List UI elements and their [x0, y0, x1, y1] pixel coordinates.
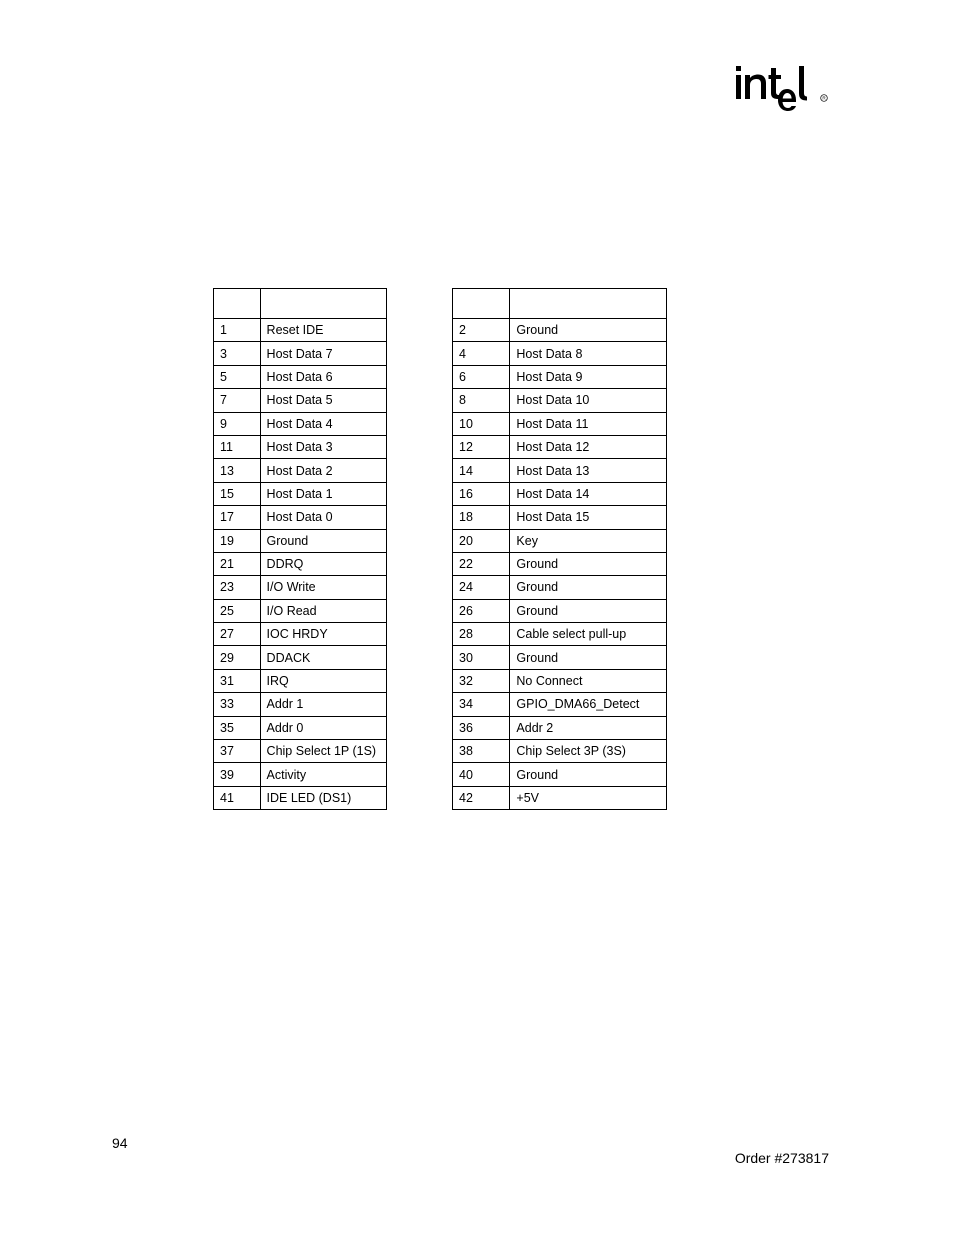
signal-name-cell: Host Data 9 — [510, 365, 667, 388]
table-row — [214, 412, 387, 435]
pin-number-cell: 34 — [453, 693, 510, 716]
table-row — [453, 506, 667, 529]
pin-number-cell: 37 — [214, 740, 261, 763]
table-row — [453, 365, 667, 388]
table-row — [214, 740, 387, 763]
table-row — [214, 389, 387, 412]
signal-name-cell: Host Data 3 — [260, 435, 386, 458]
pin-column-header — [214, 289, 261, 319]
pin-number-cell: 39 — [214, 763, 261, 786]
order-number: Order #273817 — [734, 1150, 829, 1166]
table-row — [214, 459, 387, 482]
table-row — [453, 412, 667, 435]
table-row — [214, 623, 387, 646]
table-row — [453, 669, 667, 692]
pin-number-cell: 19 — [214, 529, 261, 552]
table-row — [214, 599, 387, 622]
signal-name-cell: Host Data 2 — [260, 459, 386, 482]
pin-number-cell: 13 — [214, 459, 261, 482]
pin-number-cell: 25 — [214, 599, 261, 622]
signal-name-cell: GPIO_DMA66_Detect — [510, 693, 667, 716]
signal-column-header — [260, 289, 386, 319]
pin-number-cell: 27 — [214, 623, 261, 646]
signal-name-cell: Addr 2 — [510, 716, 667, 739]
pin-number-cell: 29 — [214, 646, 261, 669]
pin-number-cell: 35 — [214, 716, 261, 739]
signal-name-cell: Host Data 12 — [510, 435, 667, 458]
table-row — [214, 506, 387, 529]
signal-name-cell: Host Data 7 — [260, 342, 386, 365]
table-row — [453, 576, 667, 599]
page-number: 94 — [112, 1135, 128, 1151]
pin-number-cell: 12 — [453, 435, 510, 458]
pin-number-cell: 11 — [214, 435, 261, 458]
signal-column-header — [510, 289, 667, 319]
table-row — [453, 389, 667, 412]
signal-name-cell: Host Data 13 — [510, 459, 667, 482]
pin-number-cell: 40 — [453, 763, 510, 786]
left-table-body — [214, 319, 387, 810]
signal-name-cell: Key — [510, 529, 667, 552]
pin-number-cell: 42 — [453, 786, 510, 809]
table-header-row — [214, 289, 387, 319]
table-row — [214, 319, 387, 342]
table-row — [453, 786, 667, 809]
svg-text:R: R — [822, 95, 826, 101]
signal-name-cell: Ground — [510, 763, 667, 786]
pin-number-cell: 3 — [214, 342, 261, 365]
signal-name-cell: I/O Write — [260, 576, 386, 599]
signal-name-cell: Ground — [510, 552, 667, 575]
pin-number-cell: 15 — [214, 482, 261, 505]
table-row — [453, 319, 667, 342]
signal-name-cell: Host Data 6 — [260, 365, 386, 388]
signal-name-cell: IRQ — [260, 669, 386, 692]
table-row — [453, 599, 667, 622]
right-table-body — [453, 319, 667, 810]
signal-name-cell: Host Data 5 — [260, 389, 386, 412]
pin-number-cell: 8 — [453, 389, 510, 412]
pin-number-cell: 5 — [214, 365, 261, 388]
signal-name-cell: Host Data 4 — [260, 412, 386, 435]
signal-name-cell: Host Data 0 — [260, 506, 386, 529]
table-row — [214, 365, 387, 388]
pin-column-header — [453, 289, 510, 319]
table-row — [214, 693, 387, 716]
table-row — [453, 623, 667, 646]
table-row — [214, 646, 387, 669]
signal-name-cell: Host Data 10 — [510, 389, 667, 412]
signal-name-cell: Host Data 15 — [510, 506, 667, 529]
pin-number-cell: 23 — [214, 576, 261, 599]
table-row — [214, 763, 387, 786]
table-row — [453, 693, 667, 716]
pin-number-cell: 38 — [453, 740, 510, 763]
signal-name-cell: Ground — [510, 319, 667, 342]
pin-number-cell: 30 — [453, 646, 510, 669]
pin-number-cell: 21 — [214, 552, 261, 575]
pin-number-cell: 10 — [453, 412, 510, 435]
table-row — [453, 435, 667, 458]
intel-logo-icon — [733, 60, 833, 120]
table-row — [214, 435, 387, 458]
table-row — [214, 342, 387, 365]
signal-name-cell: Host Data 14 — [510, 482, 667, 505]
signal-name-cell: Ground — [510, 599, 667, 622]
signal-name-cell: Reset IDE — [260, 319, 386, 342]
table-row — [453, 482, 667, 505]
signal-name-cell: Addr 1 — [260, 693, 386, 716]
table-row — [453, 529, 667, 552]
pin-number-cell: 36 — [453, 716, 510, 739]
signal-name-cell: Ground — [260, 529, 386, 552]
signal-name-cell: DDACK — [260, 646, 386, 669]
pin-number-cell: 33 — [214, 693, 261, 716]
table-row — [214, 716, 387, 739]
signal-name-cell: IOC HRDY — [260, 623, 386, 646]
table-row — [453, 646, 667, 669]
table-row — [214, 576, 387, 599]
signal-name-cell: Host Data 11 — [510, 412, 667, 435]
pin-number-cell: 1 — [214, 319, 261, 342]
signal-name-cell: IDE LED (DS1) — [260, 786, 386, 809]
pin-number-cell: 20 — [453, 529, 510, 552]
signal-name-cell: Host Data 8 — [510, 342, 667, 365]
pin-number-cell: 17 — [214, 506, 261, 529]
table-row — [453, 763, 667, 786]
pin-number-cell: 22 — [453, 552, 510, 575]
signal-name-cell: Addr 0 — [260, 716, 386, 739]
pin-number-cell: 9 — [214, 412, 261, 435]
pin-number-cell: 28 — [453, 623, 510, 646]
signal-name-cell: Cable select pull-up — [510, 623, 667, 646]
table-row — [453, 716, 667, 739]
pin-number-cell: 2 — [453, 319, 510, 342]
table-row — [214, 529, 387, 552]
signal-name-cell: Ground — [510, 646, 667, 669]
left-pin-table — [213, 288, 387, 810]
signal-name-cell: Activity — [260, 763, 386, 786]
table-row — [453, 459, 667, 482]
pin-number-cell: 7 — [214, 389, 261, 412]
right-pin-table — [452, 288, 667, 810]
pin-number-cell: 6 — [453, 365, 510, 388]
table-row — [214, 669, 387, 692]
pin-number-cell: 24 — [453, 576, 510, 599]
table-row — [214, 482, 387, 505]
pin-number-cell: 31 — [214, 669, 261, 692]
pin-number-cell: 32 — [453, 669, 510, 692]
pin-number-cell: 14 — [453, 459, 510, 482]
signal-name-cell: Host Data 1 — [260, 482, 386, 505]
table-header-row — [453, 289, 667, 319]
signal-name-cell: No Connect — [510, 669, 667, 692]
signal-name-cell: I/O Read — [260, 599, 386, 622]
signal-name-cell: +5V — [510, 786, 667, 809]
signal-name-cell: Ground — [510, 576, 667, 599]
signal-name-cell: DDRQ — [260, 552, 386, 575]
pin-number-cell: 18 — [453, 506, 510, 529]
pin-number-cell: 4 — [453, 342, 510, 365]
signal-name-cell: Chip Select 3P (3S) — [510, 740, 667, 763]
pin-number-cell: 16 — [453, 482, 510, 505]
table-row — [214, 552, 387, 575]
table-row — [453, 342, 667, 365]
table-row — [214, 786, 387, 809]
pin-number-cell: 41 — [214, 786, 261, 809]
table-row — [453, 552, 667, 575]
table-row — [453, 740, 667, 763]
signal-name-cell: Chip Select 1P (1S) — [260, 740, 386, 763]
pin-number-cell: 26 — [453, 599, 510, 622]
